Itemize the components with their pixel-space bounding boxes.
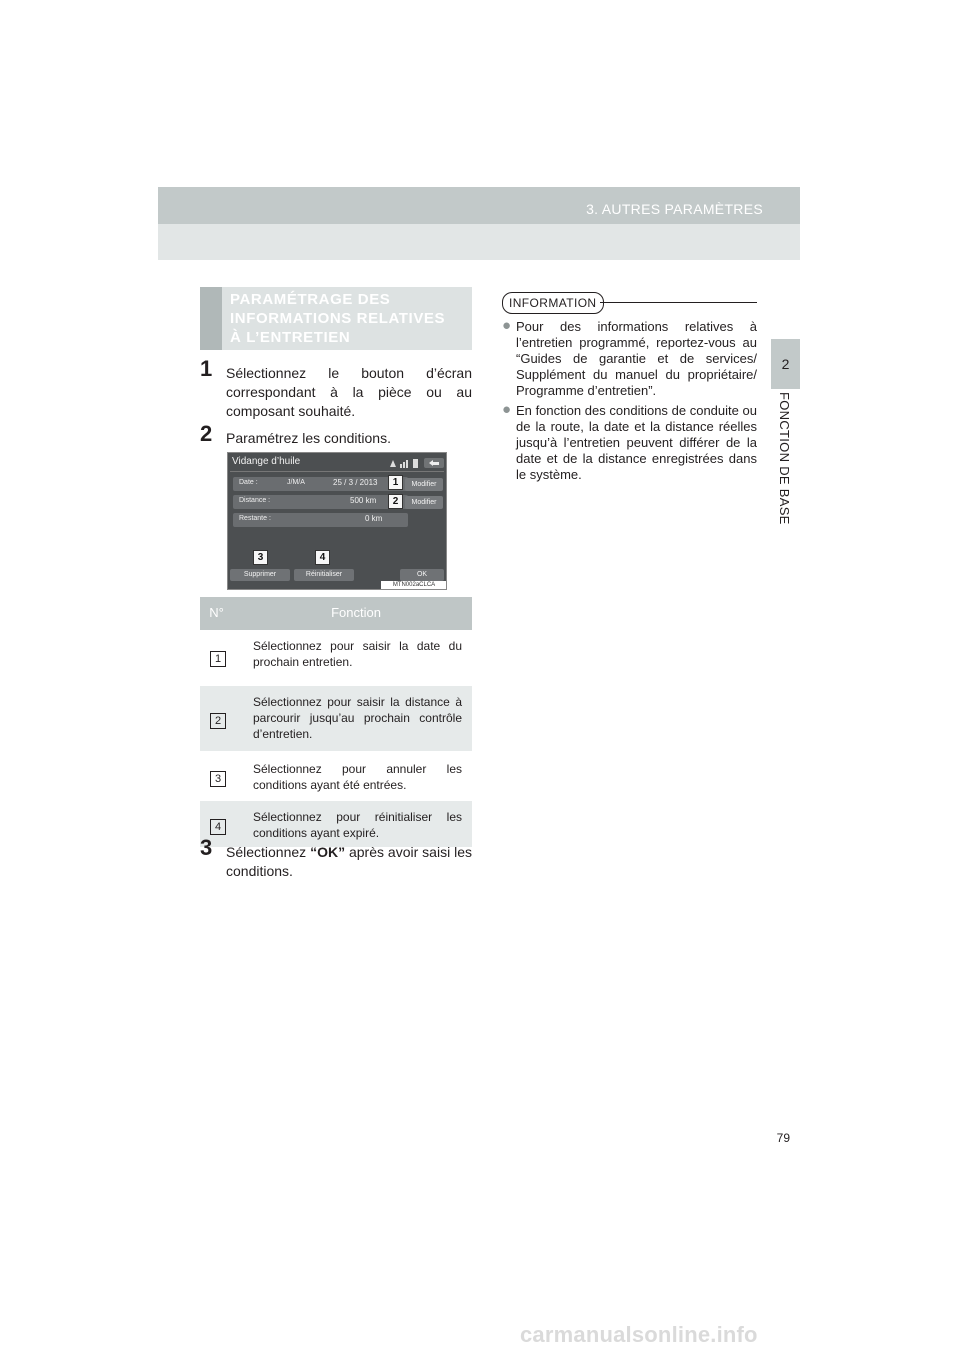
chapter-label-text: FONCTION DE BASE [777,392,792,525]
header-number: N° [209,605,224,620]
date-format: J/M/A [287,479,305,486]
ok-label: “OK” [310,844,346,860]
table-row [200,801,472,849]
step-2 [200,421,472,448]
step-text: Paramétrez les conditions. [226,430,391,446]
header-function: Fonction [331,605,381,620]
modify-date-button[interactable]: Modifier [405,478,443,491]
step-text: Sélectionnez le bouton d’écran correspondant à la pièce ou au composant souhaité. [226,365,472,419]
distance-value: 500 km [350,496,377,505]
watermark: carmanualsonline.info [520,1322,758,1347]
modify-distance-button[interactable]: Modifier [405,496,443,509]
distance-row [233,495,408,509]
callout-1: 1 [388,475,403,490]
step-number: 1 [200,356,213,381]
table-row [200,630,472,686]
header-subband [158,224,800,260]
date-row [233,477,408,491]
status-icons [388,457,446,469]
section-heading [200,287,472,350]
step-3 [200,835,472,881]
screen-divider [230,471,444,472]
information-rule [600,302,757,303]
row-text: Sélectionnez pour saisir la date du prochain entretien. [253,639,462,669]
date-value: 25 / 3 / 2013 [333,478,378,487]
row-number: 4 [210,819,226,835]
callout-2: 2 [388,494,403,509]
step-text-after: après avoir saisi les conditions. [226,844,472,879]
section-heading-text: PARAMÉTRAGE DES INFORMATIONS RELATIVES À L’ENTRETIEN [230,291,446,346]
callout-4: 4 [315,550,330,565]
maintenance-screen-image [227,452,447,590]
information-text: Pour des informations relatives à l’entretien programmé, reportez-vous au “Guides de garantie et de services/ Supplément du manuel du propriétaire/ Programme d’entretien”. [516,319,757,398]
row-text: Sélectionnez pour saisir la distance à parcourir jusqu’au prochain contrôle d’entretien. [253,695,462,741]
page-number: 79 [776,1131,790,1145]
information-badge: INFORMATION [502,292,604,314]
information-item [502,403,757,483]
bullet-icon: ● [502,317,512,334]
table-header [200,597,472,630]
table-row [200,753,472,801]
chapter-number: 2 [781,356,790,372]
table-row [200,686,472,753]
heading-accent-bar [200,287,222,350]
bullet-icon: ● [502,401,512,418]
reset-button[interactable]: Réinitialiser [294,569,354,581]
screen-title: Vidange d’huile [232,456,301,467]
row-number: 1 [210,651,226,667]
image-code: MTN002aCLCA [381,581,447,590]
remaining-row [233,513,408,527]
step-number: 3 [200,835,213,860]
step-text [200,843,472,881]
row-text: Sélectionnez pour réinitialiser les conditions ayant expiré. [253,810,462,840]
callout-3: 3 [253,550,268,565]
row-number: 3 [210,771,226,787]
distance-label: Distance : [239,497,271,504]
information-item [502,319,757,399]
information-text: En fonction des conditions de conduite ou de la route, la date et la distance réelles jusqu’à l’entretien peuvent différer de la date et de la distance enregistrées dans le système. [516,403,757,482]
step-1 [200,356,472,421]
remaining-value: 0 km [365,514,383,523]
row-number: 2 [210,713,226,729]
step-number: 2 [200,421,213,446]
remaining-label: Restante : [239,515,271,522]
section-title: 3. AUTRES PARAMÈTRES [586,201,763,217]
chapter-label [772,392,798,532]
delete-button[interactable]: Supprimer [230,569,290,581]
step-text-before: Sélectionnez [226,844,311,860]
date-label: Date : [239,479,258,486]
row-text: Sélectionnez pour annuler les conditions ayant été entrées. [253,762,462,792]
function-table [200,597,472,849]
ok-button[interactable]: OK [400,569,444,581]
